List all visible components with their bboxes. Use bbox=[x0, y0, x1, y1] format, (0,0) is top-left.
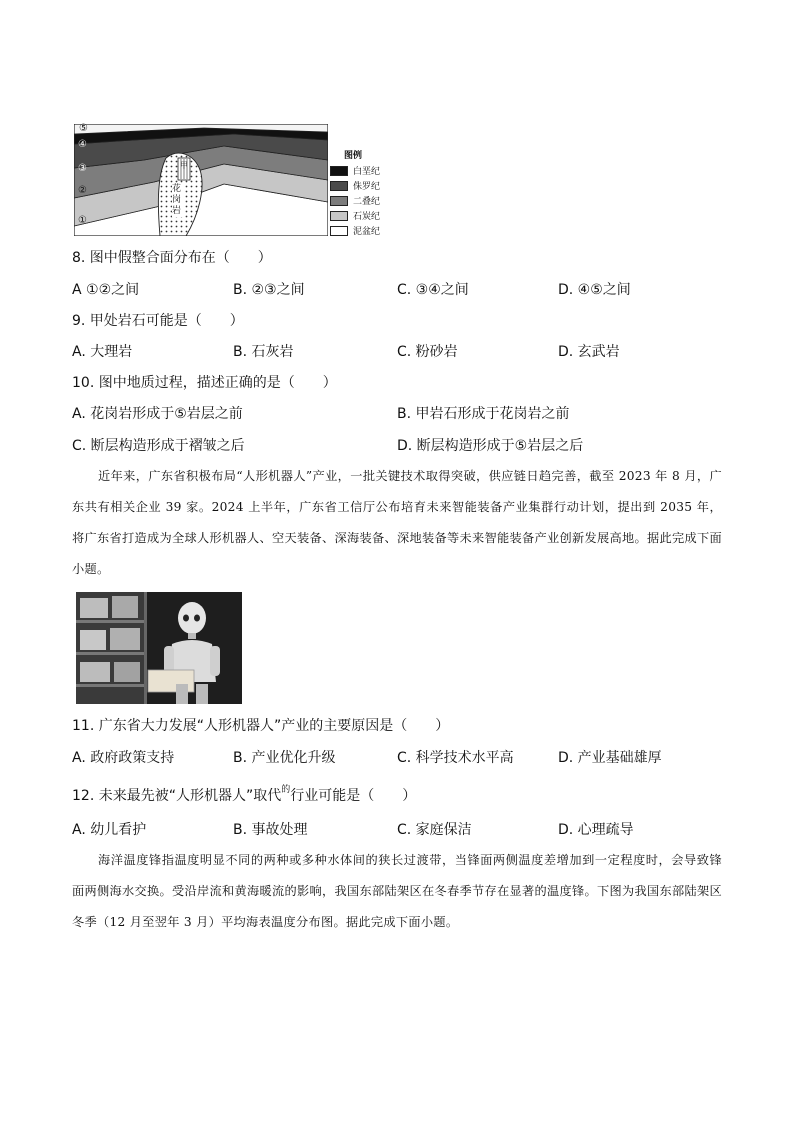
legend-swatch bbox=[330, 181, 348, 191]
q10-option-a[interactable]: A. 花岗岩形成于⑤岩层之前 bbox=[72, 406, 243, 422]
layer-label-4: ④ bbox=[78, 139, 87, 150]
legend-title: 图例 bbox=[344, 151, 363, 161]
q9-option-d[interactable]: D. 玄武岩 bbox=[558, 344, 620, 360]
legend-swatch bbox=[330, 196, 348, 206]
question-11-stem: 11. 广东省大力发展“人形机器人”产业的主要原因是（ ） bbox=[72, 718, 450, 734]
q9-option-c[interactable]: C. 粉砂岩 bbox=[397, 344, 458, 360]
q8-option-b[interactable]: B. ②③之间 bbox=[233, 282, 305, 298]
q10-option-b[interactable]: B. 甲岩石形成于花岗岩之前 bbox=[397, 406, 570, 422]
q12-option-b[interactable]: B. 事故处理 bbox=[233, 822, 308, 838]
geologic-section-svg bbox=[74, 124, 328, 236]
q11-option-d[interactable]: D. 产业基础雄厚 bbox=[558, 750, 662, 766]
q11-option-b[interactable]: B. 产业优化升级 bbox=[233, 750, 336, 766]
geologic-section-figure bbox=[74, 124, 328, 236]
q10-option-d[interactable]: D. 断层构造形成于⑤岩层之后 bbox=[397, 438, 584, 454]
legend-item-carboniferous: 石炭纪 bbox=[330, 208, 390, 223]
jia-label: 甲 bbox=[180, 161, 188, 170]
legend-swatch bbox=[330, 166, 348, 176]
q10-option-c[interactable]: C. 断层构造形成于褶皱之后 bbox=[72, 438, 245, 454]
layer-label-1: ① bbox=[78, 215, 87, 226]
legend-swatch bbox=[330, 211, 348, 221]
legend bbox=[330, 148, 390, 238]
legend-item-permian: 二叠纪 bbox=[330, 193, 390, 208]
question-9-stem: 9. 甲处岩石可能是（ ） bbox=[72, 313, 244, 329]
q12-stem-sup: 的 bbox=[281, 785, 291, 795]
q8-option-a[interactable]: A ①②之间 bbox=[72, 282, 140, 298]
q8-option-d[interactable]: D. ④⑤之间 bbox=[558, 282, 631, 298]
legend-item-devonian: 泥盆纪 bbox=[330, 223, 390, 238]
q12-option-c[interactable]: C. 家庭保洁 bbox=[397, 822, 472, 838]
layer-label-2: ② bbox=[78, 185, 87, 196]
granite-label: 花岗岩 bbox=[172, 184, 182, 216]
q12-option-a[interactable]: A. 幼儿看护 bbox=[72, 822, 147, 838]
q12-option-d[interactable]: D. 心理疏导 bbox=[558, 822, 634, 838]
robot-photo-svg bbox=[76, 592, 242, 704]
robot-warehouse-photo bbox=[76, 592, 242, 704]
question-8-stem: 8. 图中假整合面分布在（ ） bbox=[72, 250, 272, 266]
q12-stem-part-a: 12. 未来最先被“人形机器人”取代 bbox=[72, 788, 282, 804]
q12-stem-part-b: 行业可能是（ ） bbox=[290, 788, 417, 804]
question-12-stem bbox=[72, 787, 416, 805]
q11-option-a[interactable]: A. 政府政策支持 bbox=[72, 750, 175, 766]
legend-item-jurassic: 侏罗纪 bbox=[330, 178, 390, 193]
passage-robot-industry: 近年来，广东省积极布局“人形机器人”产业，一批关键技术取得突破，供应链日趋完善，截至 2023 年 8 月，广东共有相关企业 39 家。2024 上半年，广东省工信厅公布培育未来智能装备产业集群行动计划，提出到 2035 年，将广东省打造成为全球人形机器人、空天装备、深海装备、深地装备等未来智能装备产业创新发展高地。据此完成下面小题。 bbox=[72, 469, 722, 576]
layer-label-3: ③ bbox=[78, 163, 87, 174]
layer-label-5: ⑤ bbox=[79, 123, 88, 134]
legend-item-cretaceous: 白垩纪 bbox=[330, 163, 390, 178]
q8-option-c[interactable]: C. ③④之间 bbox=[397, 282, 469, 298]
question-10-stem: 10. 图中地质过程，描述正确的是（ ） bbox=[72, 375, 337, 391]
q9-option-a[interactable]: A. 大理岩 bbox=[72, 344, 133, 360]
q11-option-c[interactable]: C. 科学技术水平高 bbox=[397, 750, 514, 766]
passage-ocean-temperature-front: 海洋温度锋指温度明显不同的两种或多种水体间的狭长过渡带，当锋面两侧温度差增加到一定程度时，会导致锋面两侧海水交换。受沿岸流和黄海暖流的影响，我国东部陆架区在冬春季节存在显著的温度锋。下图为我国东部陆架区冬季（12 月至翌年 3 月）平均海表温度分布图。据此完成下面小题。 bbox=[72, 853, 722, 929]
legend-swatch bbox=[330, 226, 348, 236]
q9-option-b[interactable]: B. 石灰岩 bbox=[233, 344, 294, 360]
